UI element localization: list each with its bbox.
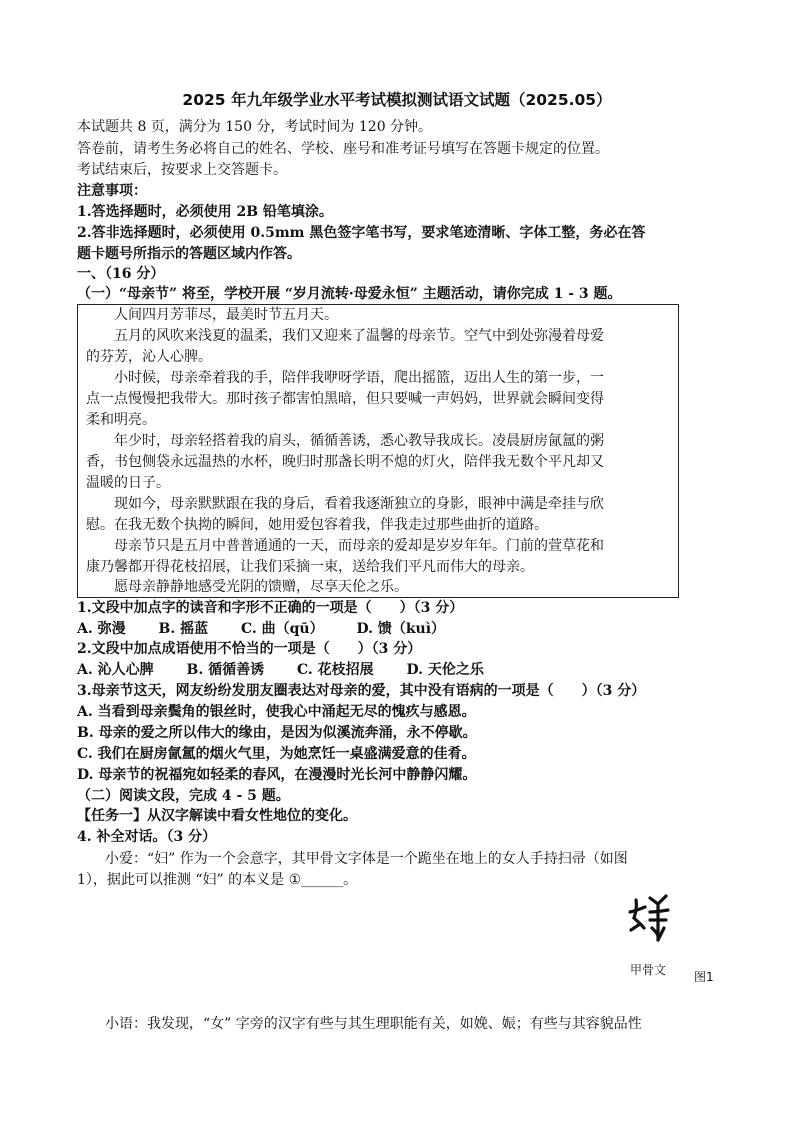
passage-line: 人间四月芳菲尽，最美时节五月天。 bbox=[114, 307, 338, 323]
passage-line: 的芬芳，沁人心脾。 bbox=[86, 349, 212, 365]
answer-blank[interactable]: ______。 bbox=[301, 872, 358, 888]
option-a[interactable]: A. 沁人心脾 bbox=[77, 662, 154, 678]
note-1: 1.答选择题时，必须使用 2B 铅笔填涂。 bbox=[77, 204, 333, 220]
option-a[interactable]: A. 弥漫 bbox=[77, 621, 126, 637]
option-b[interactable]: B. 摇蓝 bbox=[158, 621, 209, 637]
option-b[interactable]: B. 母亲的爱之所以伟大的缘由，是因为似溪流奔涌，永不停歇。 bbox=[77, 725, 477, 741]
question-1-stem: 1.文段中加点字的读音和字形不正确的一项是（ ）（3 分） bbox=[77, 600, 464, 616]
note-2-line-1: 2.答非选择题时，必须使用 0.5mm 黑色签字笔书写，要求笔迹清晰、字体工整，务必在答 bbox=[77, 225, 646, 241]
passage-line: 点一点慢慢把我带大。那时孩子都害怕黑暗，但只要喊一声妈妈，世界就会瞬间变得 bbox=[86, 391, 604, 407]
passage-line: 柔和明亮。 bbox=[86, 412, 156, 428]
dialog-line-2 bbox=[77, 870, 727, 891]
section-2-heading: （二）阅读文段，完成 4 - 5 题。 bbox=[77, 788, 290, 804]
option-c[interactable]: C. 曲（qū） bbox=[240, 621, 324, 637]
question-2-options bbox=[77, 660, 727, 681]
passage-line: 香，书包侧袋永远温热的水杯，晚归时那盏长明不熄的灯火，陪伴我无数个平凡却又 bbox=[86, 454, 604, 470]
passage-line: 母亲节只是五月中普普通通的一天，而母亲的爱却是岁岁年年。门前的萱草花和 bbox=[114, 538, 604, 554]
exam-title: 2025 年九年级学业水平考试模拟测试语文试题（2025.05） bbox=[182, 91, 612, 109]
header-line-1: 本试题共 8 页，满分为 150 分，考试时间为 120 分钟。 bbox=[77, 119, 433, 135]
dialog-line-1: 小爱：“妇” 作为一个会意字，其甲骨文字体是一个跪坐在地上的女人手持扫帚（如图 bbox=[105, 851, 628, 867]
passage-line: 小时候，母亲牵着我的手，陪伴我咿呀学语，爬出摇篮，迈出人生的第一步，一 bbox=[114, 370, 604, 386]
oracle-bone-fu-glyph-icon bbox=[628, 890, 676, 960]
passage-line: 温暖的日子。 bbox=[86, 475, 170, 491]
passage-line: 现如今，母亲默默跟在我的身后，看着我逐渐独立的身影，眼神中满是牵挂与欣 bbox=[114, 496, 604, 512]
dialog-line-3: 小语：我发现，“女” 字旁的汉字有些与其生理职能有关，如娩、娠；有些与其容貌品性 bbox=[105, 1016, 642, 1032]
passage-box bbox=[77, 304, 679, 598]
passage-line: 五月的风吹来浅夏的温柔，我们又迎来了温馨的母亲节。空气中到处弥漫着母爱 bbox=[114, 328, 604, 344]
section-1-intro: （一）“母亲节” 将至，学校开展 “岁月流转·母爱永恒” 主题活动，请你完成 1 - 3 题。 bbox=[77, 286, 622, 302]
notes-heading: 注意事项： bbox=[77, 183, 147, 199]
option-b[interactable]: B. 循循善诱 bbox=[186, 662, 265, 678]
question-1-options bbox=[77, 619, 727, 640]
passage-line: 康乃馨都开得花枝招展，让我们采摘一束，送给我们平凡而伟大的母亲。 bbox=[86, 559, 534, 575]
header-line-2: 答卷前，请考生务必将自己的姓名、学校、座号和准考证号填写在答题卡规定的位置。 bbox=[77, 141, 609, 157]
header-line-3: 考试结束后，按要求上交答题卡。 bbox=[77, 162, 287, 178]
option-c[interactable]: C. 我们在厨房氤氲的烟火气里，为她烹饪一桌盛满爱意的佳肴。 bbox=[77, 746, 476, 762]
task-1-heading: 【任务一】从汉字解读中看女性地位的变化。 bbox=[77, 808, 357, 824]
option-a[interactable]: A. 当看到母亲鬓角的银丝时，使我心中涌起无尽的愧疚与感恩。 bbox=[77, 704, 476, 720]
passage-line: 慰。在我无数个执拗的瞬间，她用爱包容着我，伴我走过那些曲折的道路。 bbox=[86, 517, 548, 533]
passage-line: 年少时，母亲轻搭着我的肩头，循循善诱，悉心教导我成长。凌晨厨房氤氲的粥 bbox=[114, 433, 604, 449]
option-d[interactable]: D. 天伦之乐 bbox=[406, 662, 484, 678]
option-d[interactable]: D. 馈（kuì） bbox=[356, 621, 446, 637]
question-4-stem: 4. 补全对话。（3 分） bbox=[77, 829, 217, 845]
figure-caption-right: 图1 bbox=[694, 970, 714, 984]
note-2-line-2: 题卡题号所指示的答题区域内作答。 bbox=[77, 246, 301, 262]
section-1-heading: 一、（16 分） bbox=[77, 266, 165, 282]
blank-marker: ① bbox=[288, 872, 302, 888]
figure-caption-left: 甲骨文 bbox=[630, 963, 667, 977]
option-c[interactable]: C. 花枝招展 bbox=[296, 662, 374, 678]
dialog-line-2-text: 1），据此可以推测 “妇” 的本义是 bbox=[77, 872, 289, 888]
passage-line: 愿母亲静静地感受光阴的馈赠，尽享天伦之乐。 bbox=[114, 579, 408, 595]
option-d[interactable]: D. 母亲节的祝福宛如轻柔的春风，在漫漫时光长河中静静闪耀。 bbox=[77, 767, 477, 783]
question-2-stem: 2.文段中加点成语使用不恰当的一项是（ ）（3 分） bbox=[77, 641, 422, 657]
question-3-stem: 3.母亲节这天，网友纷纷发朋友圈表达对母亲的爱，其中没有语病的一项是（ ）（3 分） bbox=[77, 683, 646, 699]
